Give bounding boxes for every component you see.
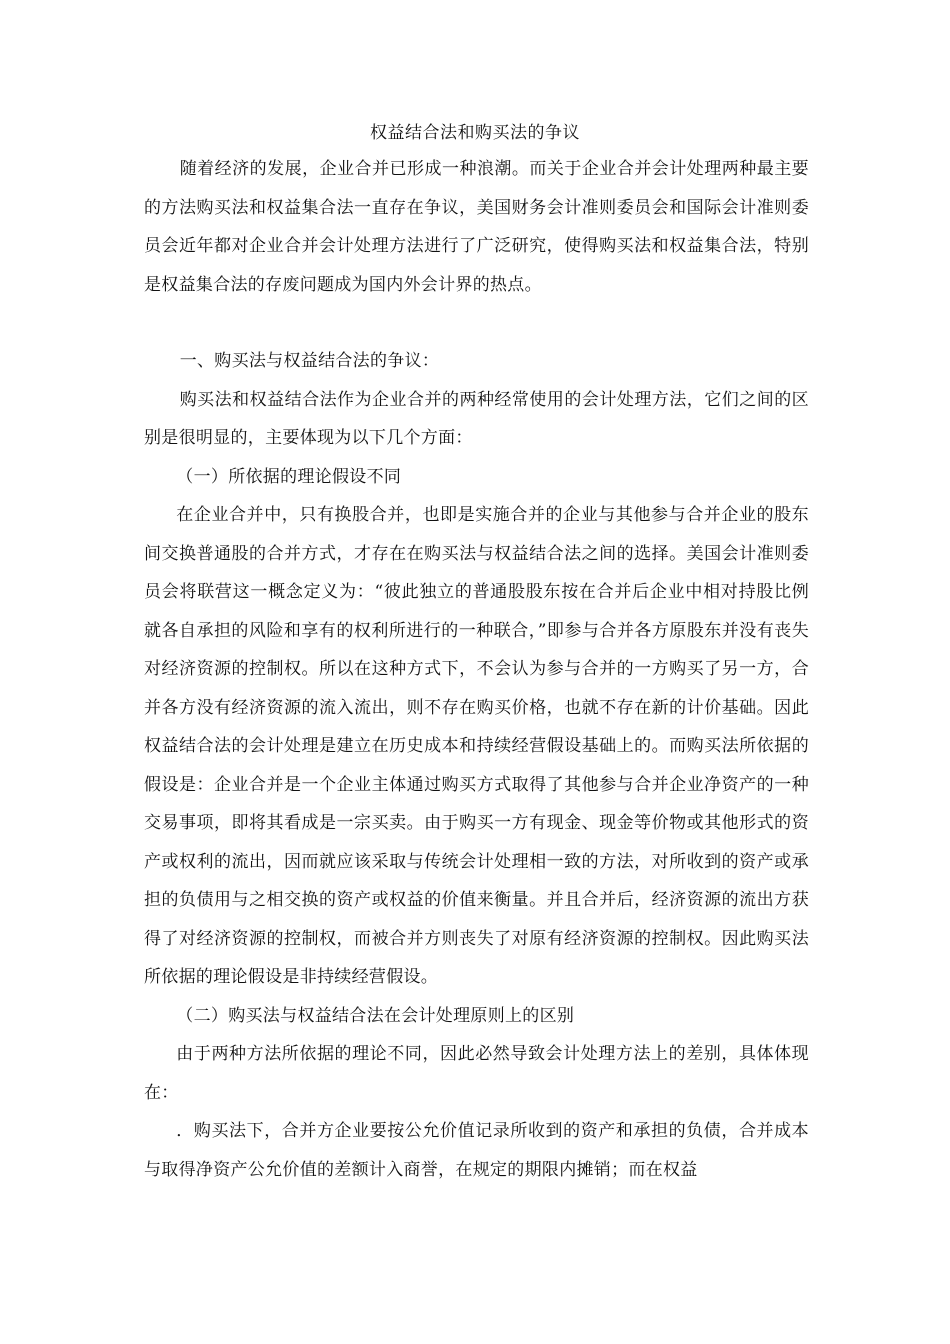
section-intro-paragraph: 购买法和权益结合法作为企业合并的两种经常使用的会计处理方法，它们之间的区别是很明显的，主要体现为以下几个方面： (144, 389, 809, 448)
subsection-body-paragraph: 在企业合并中，只有换股合并，也即是实施合并的企业与其他参与合并企业的股东间交换普通股的合并方式，才存在在购买法与权益结合法之间的选择。美国会计准则委员会将联营这一概念定义为：“彼此独立的普通股股东按在合并后企业中相对持股比例就各自承担的风险和享有的权利所进行的一种联合，”即参与合并各方原股东并没有丧失对经济资源的控制权。所以在这种方式下，不会认为参与合并的一方购买了另一方，合并各方没有经济资源的流入流出，则不存在购买价格，也就不存在新的计价基础。因此权益结合法的会计处理是建立在历史成本和持续经营假设基础上的。而购买法所依据的假设是：企业合并是一个企业主体通过购买方式取得了其他参与合并企业净资产的一种交易事项，即将其看成是一宗买卖。由于购买一方有现金、现金等价物或其他形式的资产或权利的流出，因而就应该采取与传统会计处理相一致的方法，对所收到的资产或承担的负债用与之相交换的资产或权益的价值来衡量。并且合并后，经济资源的流出方获得了对经济资源的控制权，而被合并方则丧失了对原有经济资源的控制权。因此购买法所依据的理论假设是非持续经营假设。 (144, 505, 809, 987)
subsection-intro-paragraph: 由于两种方法所依据的理论不同，因此必然导致会计处理方法上的差别，具体体现在： (144, 1044, 809, 1103)
document-title: 权益结合法和购买法的争议 (370, 123, 580, 143)
paragraph-spacer (144, 304, 809, 342)
section-heading: 一、购买法与权益结合法的争议： (179, 351, 440, 371)
subsection-heading: （二）购买法与权益结合法在会计处理原则上的区别 (176, 1005, 575, 1026)
intro-paragraph: 随着经济的发展，企业合并已形成一种浪潮。而关于企业合并会计处理两种最主要的方法购买法和权益集合法一直存在争议，美国财务会计准则委员会和国际会计准则委员会近年都对企业合并会计处理方法进行了广泛研究，使得购买法和权益集合法，特别是权益集合法的存废问题成为国内外会计界的热点。 (144, 159, 809, 295)
subsection-point-paragraph: ．购买法下，合并方企业要按公允价值记录所收到的资产和承担的负债，合并成本与取得净资产公允价值的差额计入商誉，在规定的期限内摊销；而在权益 (144, 1121, 809, 1180)
subsection-heading: （一）所依据的理论假设不同 (176, 466, 402, 487)
document-body (144, 150, 809, 1189)
